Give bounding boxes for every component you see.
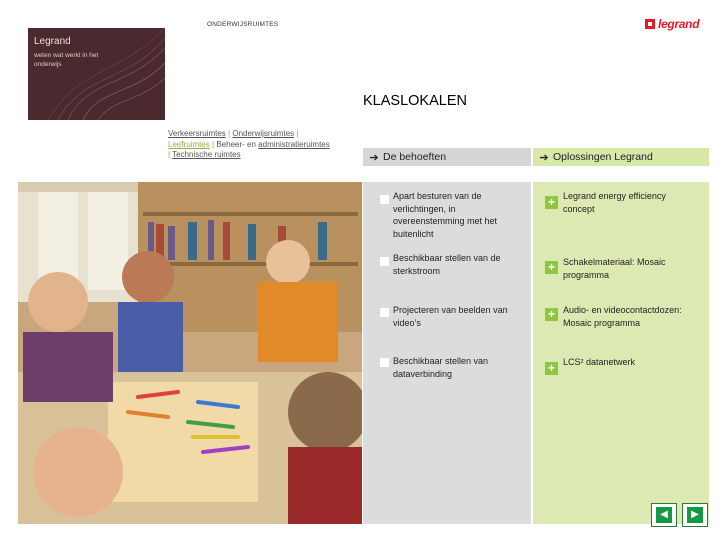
solutions-panel <box>533 182 709 524</box>
brand-subtitle: weten wat werkt in het onderwijs <box>34 52 99 68</box>
expand-plus-button[interactable]: + <box>545 308 558 321</box>
need-bullet-icon <box>380 195 389 204</box>
breadcrumb-separator: | <box>168 150 171 159</box>
needs-header-label: De behoeften <box>383 151 447 163</box>
logo-text: legrand <box>658 17 700 31</box>
breadcrumb-separator: | <box>296 129 299 138</box>
solution-link[interactable]: Schakelmateriaal: Mosaic programma <box>563 257 666 280</box>
needs-column-header <box>363 148 531 166</box>
next-page-button[interactable] <box>682 503 708 527</box>
need-item: Beschikbaar stellen van de sterkstroom <box>393 253 501 276</box>
arrow-right-icon: ➔ <box>539 151 549 164</box>
need-item: Beschikbaar stellen van dataverbinding <box>393 356 489 379</box>
arrow-right-icon: ➔ <box>369 151 379 164</box>
need-bullet-icon <box>380 308 389 317</box>
solution-link[interactable]: Legrand energy efficiency concept <box>563 191 666 214</box>
breadcrumb-separator: | <box>212 139 215 149</box>
breadcrumb-link-verkeersruimtes[interactable]: Verkeersruimtes <box>168 129 226 138</box>
expand-plus-button[interactable]: + <box>545 362 558 375</box>
solutions-header-label: Oplossingen Legrand <box>553 151 653 163</box>
classroom-photo <box>18 182 362 524</box>
need-bullet-icon <box>380 358 389 367</box>
breadcrumb-text-beheer: Beheer- en <box>216 139 256 149</box>
breadcrumb-separator: | <box>228 129 231 138</box>
breadcrumb-link-administratieruimtes[interactable]: administratieruimtes <box>258 139 330 149</box>
section-label: ONDERWIJSRUIMTES <box>207 21 279 28</box>
expand-plus-button[interactable]: + <box>545 261 558 274</box>
solutions-column-header <box>533 148 709 166</box>
breadcrumb-link-leefruimtes[interactable]: Leefruimtes <box>168 139 210 149</box>
solution-link[interactable]: LCS² datanetwerk <box>563 357 636 367</box>
brand-panel <box>28 28 165 120</box>
arrow-left-icon: ◀ <box>656 507 672 523</box>
need-bullet-icon <box>380 257 389 266</box>
arrow-right-icon: ▶ <box>687 507 703 523</box>
legrand-logo <box>645 17 699 31</box>
expand-plus-button[interactable]: + <box>545 196 558 209</box>
solution-link[interactable]: Audio- en videocontactdozen: Mosaic programma <box>563 305 682 328</box>
previous-page-button[interactable] <box>651 503 677 527</box>
logo-mark-icon <box>645 19 655 29</box>
brand-title: Legrand <box>34 36 71 47</box>
breadcrumb-link-onderwijsruimtes[interactable]: Onderwijsruimtes <box>232 129 295 138</box>
need-item: Projecteren van beelden van video’s <box>393 305 508 328</box>
breadcrumb <box>168 129 358 161</box>
breadcrumb-link-technische-ruimtes[interactable]: Technische ruimtes <box>172 150 241 159</box>
need-item: Apart besturen van de verlichtingen, in overeenstemming met het buitenlicht <box>393 191 498 239</box>
page-title: KLASLOKALEN <box>363 93 467 109</box>
